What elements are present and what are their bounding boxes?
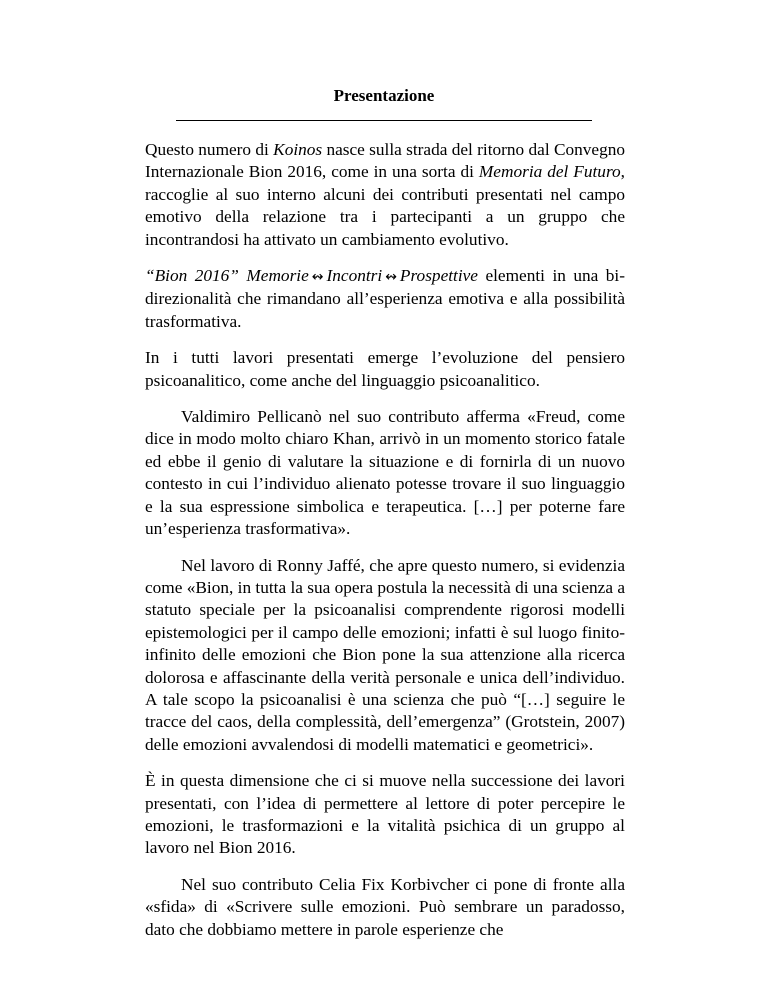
paragraph-2 <box>145 265 625 333</box>
paragraph-4: Valdimiro Pellicanò nel suo contributo afferma «Freud, come dice in modo molto chiaro Khan, arrivò in un momento storico fatale ed ebbe il genio di valutare la situazione e di fornirla di un nuovo contesto in cui l’individuo alienato potesse trovare il suo linguaggio e la sua espressione simbolica e terapeutica. […] per poterne fare un’esperienza trasformativa». <box>145 407 625 539</box>
p1-text-c: nasce sulla strada del ritorno dal Convegno Internazionale Bion 2016, come in una sorta di <box>145 140 625 182</box>
paragraph-6: È in questa dimensione che ci si muove nella successione dei lavori presentati, con l’idea di permettere al lettore di poter percepire le emozioni, le trasformazioni e la vitalità psichica di un gruppo al lavoro nel Bion 2016. <box>145 771 625 858</box>
p1-text-a: Questo numero di <box>145 140 274 159</box>
paragraph-5: Nel lavoro di Ronny Jaffé, che apre questo numero, si evidenzia come «Bion, in tutta la sua opera postula la necessità di una scienza a statuto speciale per la psicoanalisi comprendente rigorosi modelli epistemologici per il campo delle emozioni; infatti è sul luogo finito-infinito delle emozioni che Bion pone la sua attenzione alla ricerca dolorosa e affascinante della verità personale e unica dell’individuo. A tale scopo la psicoanalisi è una scienza che può “[…] seguire le tracce del caos, della complessità, dell’emergenza” (Grotstein, 2007) delle emozioni avvalendosi di modelli matematici e geometrici». <box>145 555 625 754</box>
p1-memoria-del-futuro: Memoria del Futuro <box>478 162 621 182</box>
bidirectional-arrow-icon: ↭ <box>385 269 397 286</box>
paragraph-3: In i tutti lavori presentati emerge l’evoluzione del pensiero psicoanalitico, come anche del linguaggio psicoanalitico. <box>145 348 625 390</box>
paragraph-7: Nel suo contributo Celia Fix Korbivcher ci pone di fronte alla «sfida» di «Scrivere sulle emozioni. Può sembrare un paradosso, dato che dobbiamo mettere in parole esperienze che <box>145 874 625 939</box>
p2-prospettive: Prospettive <box>399 266 478 286</box>
p2-incontri: Incontri <box>326 266 383 286</box>
bidirectional-arrow-icon: ↭ <box>311 269 324 286</box>
p2-bion-memorie: “Bion 2016” Memorie <box>145 266 309 286</box>
p1-koinos: Koinos <box>273 140 323 159</box>
p1-text-e: , raccoglie al suo interno alcuni dei contributi presentati nel campo emotivo della relazione tra i partecipanti a un gruppo che incontrandosi ha attivato un cambiamento evolutivo. <box>145 162 625 249</box>
title-divider <box>176 120 592 121</box>
document-title: Presentazione <box>333 86 435 105</box>
paragraph-1 <box>145 139 625 251</box>
document-body <box>145 139 625 955</box>
p2-text-d: elementi in una bi-direzionalità che rimandano all’esperienza emotiva e alla possibilità trasformativa. <box>145 266 625 331</box>
